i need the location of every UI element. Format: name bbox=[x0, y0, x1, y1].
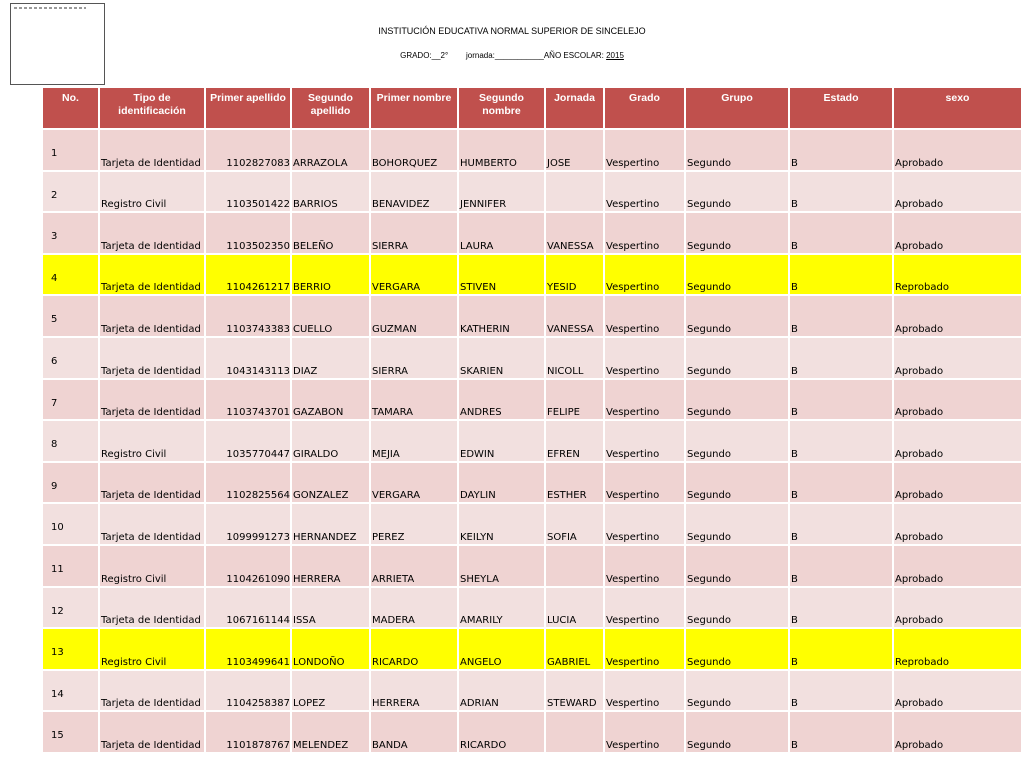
cell-primer-apellido: GAZABON bbox=[292, 380, 369, 420]
cell-segundo-apellido: RICARDO bbox=[371, 629, 457, 669]
row-number: 15 bbox=[51, 730, 64, 742]
cell-primer-apellido: BERRIO bbox=[292, 255, 369, 295]
cell-tipo: Registro Civil bbox=[100, 172, 204, 212]
table-body bbox=[43, 130, 1023, 752]
cell-no bbox=[43, 463, 98, 503]
cell-grupo: B bbox=[790, 463, 892, 503]
cell-jornada: Vespertino bbox=[605, 421, 684, 461]
cell-estado: Aprobado bbox=[894, 588, 1021, 628]
document-subtitle bbox=[0, 51, 1024, 60]
table-row bbox=[43, 338, 1023, 378]
table-row bbox=[43, 421, 1023, 461]
cell-id: 1102827083 bbox=[206, 130, 290, 170]
cell-grado: Segundo bbox=[686, 421, 788, 461]
cell-id: 1103499641 bbox=[206, 629, 290, 669]
cell-segundo-apellido: PEREZ bbox=[371, 504, 457, 544]
row-number: 13 bbox=[51, 647, 64, 659]
cell-primer-nombre: SKARIEN bbox=[459, 338, 544, 378]
cell-jornada: Vespertino bbox=[605, 338, 684, 378]
cell-jornada: Vespertino bbox=[605, 463, 684, 503]
cell-tipo: Tarjeta de Identidad bbox=[100, 255, 204, 295]
cell-primer-nombre: HUMBERTO bbox=[459, 130, 544, 170]
col-header-no: No. bbox=[43, 88, 98, 128]
table-row bbox=[43, 130, 1023, 170]
table-row bbox=[43, 671, 1023, 711]
cell-tipo: Tarjeta de Identidad bbox=[100, 213, 204, 253]
cell-segundo-nombre: FELIPE bbox=[546, 380, 603, 420]
cell-tipo: Tarjeta de Identidad bbox=[100, 380, 204, 420]
row-number: 1 bbox=[51, 148, 58, 159]
table-row bbox=[43, 463, 1023, 503]
cell-primer-nombre: ANGELO bbox=[459, 629, 544, 669]
cell-primer-nombre: LAURA bbox=[459, 213, 544, 253]
row-number: 2 bbox=[51, 189, 58, 201]
cell-segundo-apellido: ARRIETA bbox=[371, 546, 457, 586]
cell-grupo: B bbox=[790, 338, 892, 378]
cell-segundo-apellido: GUZMAN bbox=[371, 296, 457, 336]
cell-tipo: Tarjeta de Identidad bbox=[100, 130, 204, 170]
cell-grado: Segundo bbox=[686, 588, 788, 628]
cell-primer-nombre: AMARILY bbox=[459, 588, 544, 628]
cell-primer-apellido: LONDOÑO bbox=[292, 629, 369, 669]
cell-grupo: B bbox=[790, 588, 892, 628]
cell-tipo: Tarjeta de Identidad bbox=[100, 463, 204, 503]
cell-tipo: Tarjeta de Identidad bbox=[100, 588, 204, 628]
cell-segundo-apellido: MADERA bbox=[371, 588, 457, 628]
cell-jornada: Vespertino bbox=[605, 629, 684, 669]
cell-primer-nombre: ANDRES bbox=[459, 380, 544, 420]
cell-grado: Segundo bbox=[686, 172, 788, 212]
cell-jornada: Vespertino bbox=[605, 671, 684, 711]
cell-no bbox=[43, 546, 98, 586]
cell-tipo: Tarjeta de Identidad bbox=[100, 338, 204, 378]
cell-grado: Segundo bbox=[686, 213, 788, 253]
cell-segundo-apellido: HERRERA bbox=[371, 671, 457, 711]
cell-no bbox=[43, 421, 98, 461]
cell-segundo-nombre: LUCIA bbox=[546, 588, 603, 628]
cell-grupo: B bbox=[790, 712, 892, 752]
cell-jornada: Vespertino bbox=[605, 380, 684, 420]
cell-jornada: Vespertino bbox=[605, 504, 684, 544]
cell-segundo-nombre bbox=[546, 712, 603, 752]
cell-jornada: Vespertino bbox=[605, 130, 684, 170]
cell-segundo-apellido: VERGARA bbox=[371, 255, 457, 295]
cell-estado: Aprobado bbox=[894, 338, 1021, 378]
cell-tipo: Registro Civil bbox=[100, 421, 204, 461]
col-header-segundo-nombre: Segundo nombre bbox=[459, 88, 544, 128]
row-number: 10 bbox=[51, 522, 64, 534]
cell-grado: Segundo bbox=[686, 255, 788, 295]
cell-id: 1103743383 bbox=[206, 296, 290, 336]
cell-tipo: Registro Civil bbox=[100, 629, 204, 669]
cell-no bbox=[43, 338, 98, 378]
cell-grupo: B bbox=[790, 421, 892, 461]
cell-segundo-nombre: SOFIA bbox=[546, 504, 603, 544]
cell-no bbox=[43, 588, 98, 628]
cell-primer-apellido: BELEÑO bbox=[292, 213, 369, 253]
cell-estado: Aprobado bbox=[894, 546, 1021, 586]
cell-primer-apellido: ARRAZOLA bbox=[292, 130, 369, 170]
cell-grado: Segundo bbox=[686, 712, 788, 752]
cell-estado: Aprobado bbox=[894, 421, 1021, 461]
cell-primer-apellido: DIAZ bbox=[292, 338, 369, 378]
cell-segundo-apellido: BENAVIDEZ bbox=[371, 172, 457, 212]
cell-grado: Segundo bbox=[686, 504, 788, 544]
cell-primer-nombre: KATHERIN bbox=[459, 296, 544, 336]
row-number: 9 bbox=[51, 480, 58, 492]
cell-grupo: B bbox=[790, 255, 892, 295]
cell-id: 1067161144 bbox=[206, 588, 290, 628]
cell-jornada: Vespertino bbox=[605, 712, 684, 752]
logo-placeholder bbox=[10, 3, 105, 85]
table-row bbox=[43, 546, 1023, 586]
cell-grado: Segundo bbox=[686, 338, 788, 378]
table-row bbox=[43, 504, 1023, 544]
cell-id: 1103743701 bbox=[206, 380, 290, 420]
cell-primer-nombre: JENNIFER bbox=[459, 172, 544, 212]
cell-id: 1104258387 bbox=[206, 671, 290, 711]
cell-primer-nombre: KEILYN bbox=[459, 504, 544, 544]
cell-tipo: Tarjeta de Identidad bbox=[100, 296, 204, 336]
cell-estado: Aprobado bbox=[894, 130, 1021, 170]
table-header-row bbox=[43, 88, 1023, 128]
cell-id: 1103501422 bbox=[206, 172, 290, 212]
cell-grupo: B bbox=[790, 380, 892, 420]
cell-no bbox=[43, 296, 98, 336]
cell-tipo: Tarjeta de Identidad bbox=[100, 712, 204, 752]
col-header-sexo: sexo bbox=[894, 88, 1021, 128]
cell-segundo-nombre: EFREN bbox=[546, 421, 603, 461]
table-row bbox=[43, 629, 1023, 669]
table-row bbox=[43, 712, 1023, 752]
cell-grupo: B bbox=[790, 629, 892, 669]
cell-jornada: Vespertino bbox=[605, 172, 684, 212]
col-header-grado: Grado bbox=[605, 88, 684, 128]
cell-estado: Aprobado bbox=[894, 671, 1021, 711]
row-number: 11 bbox=[51, 563, 64, 575]
student-table bbox=[41, 86, 1024, 754]
cell-estado: Aprobado bbox=[894, 463, 1021, 503]
col-header-segundo-apellido: Segundo apellido bbox=[292, 88, 369, 128]
cell-primer-nombre: RICARDO bbox=[459, 712, 544, 752]
cell-id: 1035770447 bbox=[206, 421, 290, 461]
cell-primer-nombre: DAYLIN bbox=[459, 463, 544, 503]
cell-segundo-nombre: STEWARD bbox=[546, 671, 603, 711]
cell-grado: Segundo bbox=[686, 463, 788, 503]
cell-id: 1103502350 bbox=[206, 213, 290, 253]
cell-segundo-nombre: VANESSA bbox=[546, 213, 603, 253]
row-number: 6 bbox=[51, 355, 58, 367]
cell-no bbox=[43, 255, 98, 295]
cell-jornada: Vespertino bbox=[605, 296, 684, 336]
cell-segundo-apellido: BOHORQUEZ bbox=[371, 130, 457, 170]
table-row bbox=[43, 213, 1023, 253]
cell-jornada: Vespertino bbox=[605, 213, 684, 253]
school-year: 2015 bbox=[606, 51, 624, 60]
cell-primer-apellido: BARRIOS bbox=[292, 172, 369, 212]
cell-grupo: B bbox=[790, 671, 892, 711]
cell-segundo-nombre bbox=[546, 172, 603, 212]
cell-segundo-nombre: JOSE bbox=[546, 130, 603, 170]
col-header-jornada: Jornada bbox=[546, 88, 603, 128]
cell-segundo-nombre: NICOLL bbox=[546, 338, 603, 378]
cell-segundo-nombre bbox=[546, 546, 603, 586]
cell-grupo: B bbox=[790, 172, 892, 212]
cell-grupo: B bbox=[790, 504, 892, 544]
table-row bbox=[43, 172, 1023, 212]
cell-no bbox=[43, 712, 98, 752]
cell-estado: Aprobado bbox=[894, 504, 1021, 544]
cell-primer-apellido: CUELLO bbox=[292, 296, 369, 336]
cell-no bbox=[43, 130, 98, 170]
cell-grupo: B bbox=[790, 546, 892, 586]
jornada-label: jornada:___________AÑO ESCOLAR: bbox=[465, 51, 604, 60]
cell-no bbox=[43, 504, 98, 544]
row-number: 3 bbox=[51, 231, 58, 243]
cell-primer-nombre: STIVEN bbox=[459, 255, 544, 295]
cell-estado: Reprobado bbox=[894, 629, 1021, 669]
cell-primer-apellido: HERNANDEZ bbox=[292, 504, 369, 544]
cell-tipo: Registro Civil bbox=[100, 546, 204, 586]
cell-primer-apellido: GIRALDO bbox=[292, 421, 369, 461]
table-row bbox=[43, 380, 1023, 420]
cell-grado: Segundo bbox=[686, 296, 788, 336]
cell-estado: Aprobado bbox=[894, 296, 1021, 336]
cell-primer-apellido: ISSA bbox=[292, 588, 369, 628]
cell-segundo-nombre: GABRIEL bbox=[546, 629, 603, 669]
table-row bbox=[43, 296, 1023, 336]
cell-no bbox=[43, 671, 98, 711]
col-header-estado: Estado bbox=[790, 88, 892, 128]
row-number: 14 bbox=[51, 688, 64, 700]
col-header-primer-apellido: Primer apellido bbox=[206, 88, 290, 128]
cell-primer-nombre: EDWIN bbox=[459, 421, 544, 461]
logo-fine-print bbox=[14, 7, 86, 9]
cell-no bbox=[43, 213, 98, 253]
col-header-grupo: Grupo bbox=[686, 88, 788, 128]
cell-segundo-apellido: TAMARA bbox=[371, 380, 457, 420]
cell-grado: Segundo bbox=[686, 629, 788, 669]
cell-tipo: Tarjeta de Identidad bbox=[100, 671, 204, 711]
cell-segundo-apellido: SIERRA bbox=[371, 213, 457, 253]
cell-estado: Aprobado bbox=[894, 172, 1021, 212]
cell-grupo: B bbox=[790, 296, 892, 336]
cell-id: 1102825564 bbox=[206, 463, 290, 503]
cell-grado: Segundo bbox=[686, 130, 788, 170]
cell-segundo-apellido: SIERRA bbox=[371, 338, 457, 378]
cell-primer-apellido: HERRERA bbox=[292, 546, 369, 586]
cell-segundo-nombre: ESTHER bbox=[546, 463, 603, 503]
cell-primer-apellido: GONZALEZ bbox=[292, 463, 369, 503]
cell-segundo-apellido: BANDA bbox=[371, 712, 457, 752]
cell-grado: Segundo bbox=[686, 671, 788, 711]
row-number: 12 bbox=[51, 605, 64, 617]
cell-segundo-nombre: VANESSA bbox=[546, 296, 603, 336]
table-row bbox=[43, 588, 1023, 628]
cell-id: 1104261090 bbox=[206, 546, 290, 586]
cell-primer-apellido: MELENDEZ bbox=[292, 712, 369, 752]
cell-estado: Reprobado bbox=[894, 255, 1021, 295]
cell-no bbox=[43, 629, 98, 669]
cell-id: 1099991273 bbox=[206, 504, 290, 544]
cell-grupo: B bbox=[790, 213, 892, 253]
cell-id: 1043143113 bbox=[206, 338, 290, 378]
cell-id: 1104261217 bbox=[206, 255, 290, 295]
cell-jornada: Vespertino bbox=[605, 588, 684, 628]
cell-segundo-apellido: VERGARA bbox=[371, 463, 457, 503]
row-number: 5 bbox=[51, 314, 58, 326]
cell-estado: Aprobado bbox=[894, 213, 1021, 253]
cell-primer-nombre: SHEYLA bbox=[459, 546, 544, 586]
table-row bbox=[43, 255, 1023, 295]
col-header-tipo: Tipo de identificación bbox=[100, 88, 204, 128]
cell-estado: Aprobado bbox=[894, 380, 1021, 420]
cell-primer-apellido: LOPEZ bbox=[292, 671, 369, 711]
grado-label: GRADO:__2° bbox=[400, 51, 449, 60]
document-title: INSTITUCIÓN EDUCATIVA NORMAL SUPERIOR DE SINCELEJO bbox=[378, 26, 646, 36]
cell-primer-nombre: ADRIAN bbox=[459, 671, 544, 711]
row-number: 7 bbox=[51, 397, 58, 409]
cell-segundo-apellido: MEJIA bbox=[371, 421, 457, 461]
cell-jornada: Vespertino bbox=[605, 546, 684, 586]
row-number: 4 bbox=[51, 272, 58, 284]
cell-tipo: Tarjeta de Identidad bbox=[100, 504, 204, 544]
row-number: 8 bbox=[51, 439, 58, 451]
cell-grupo: B bbox=[790, 130, 892, 170]
cell-jornada: Vespertino bbox=[605, 255, 684, 295]
cell-no bbox=[43, 380, 98, 420]
cell-grado: Segundo bbox=[686, 546, 788, 586]
cell-estado: Aprobado bbox=[894, 712, 1021, 752]
cell-grado: Segundo bbox=[686, 380, 788, 420]
cell-no bbox=[43, 172, 98, 212]
col-header-primer-nombre: Primer nombre bbox=[371, 88, 457, 128]
cell-segundo-nombre: YESID bbox=[546, 255, 603, 295]
cell-id: 1101878767 bbox=[206, 712, 290, 752]
